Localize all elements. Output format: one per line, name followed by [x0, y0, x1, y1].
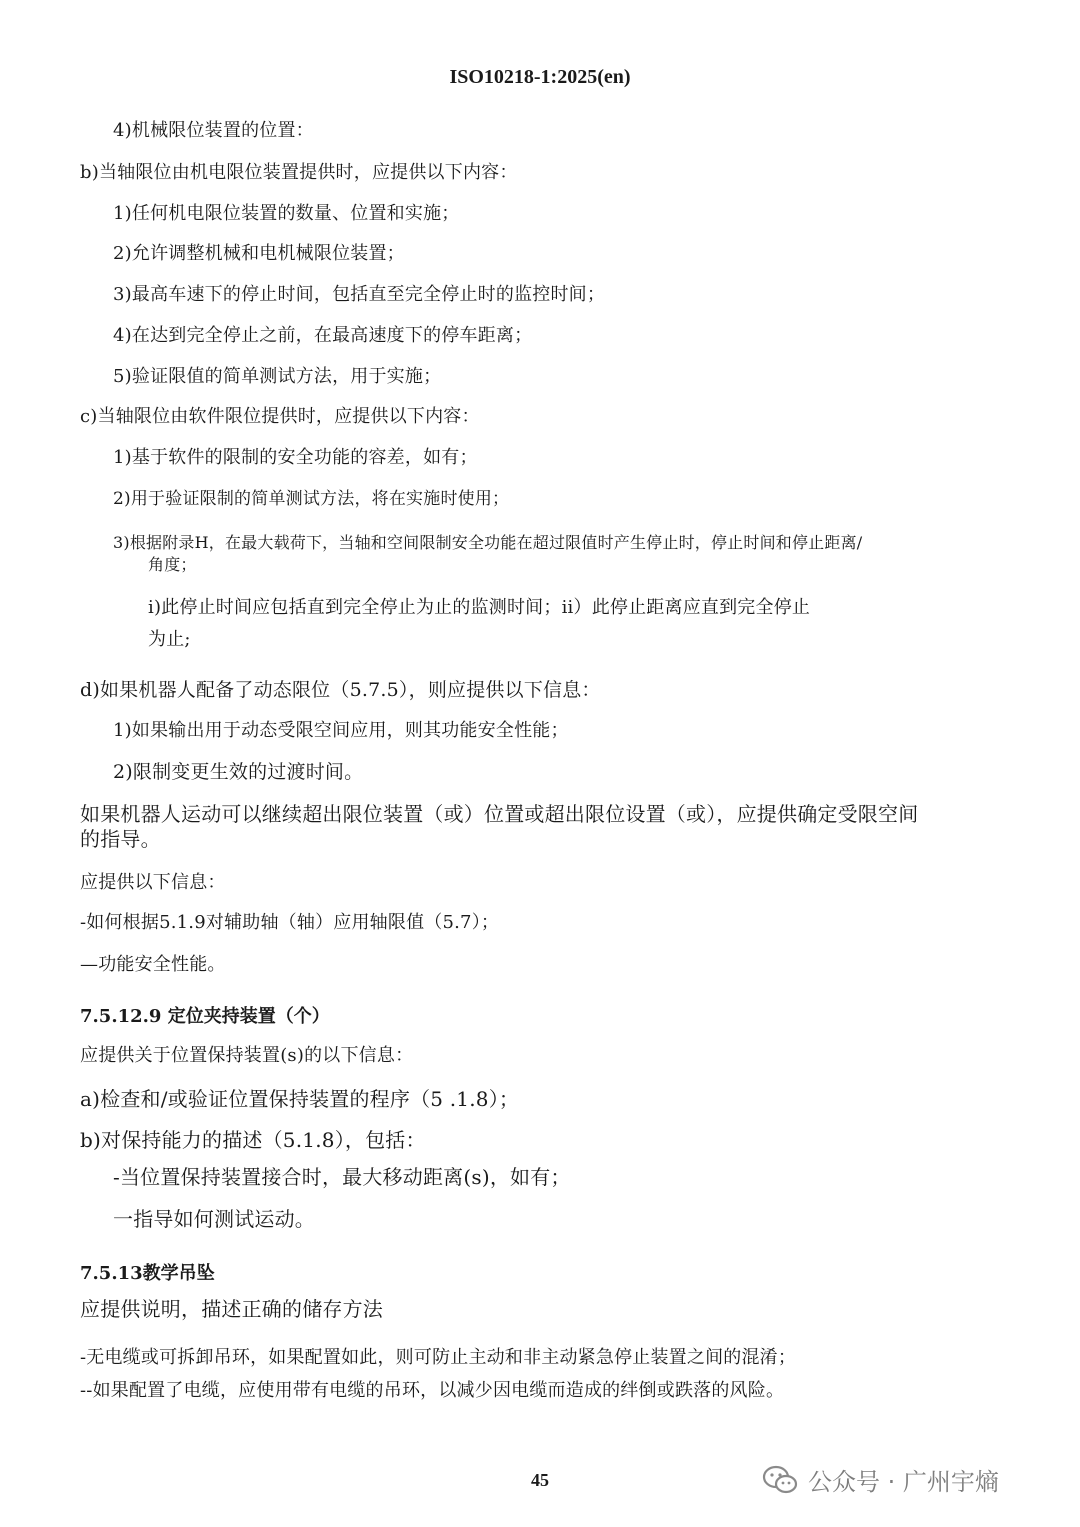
paragraph-guidance-line1: 如果机器人运动可以继续超出限位装置（或）位置或超出限位设置（或），应提供确定受限空间 [80, 802, 919, 826]
section2-item-1: -无电缆或可拆卸吊环，如果配置如此，则可防止主动和非主动紧急停止装置之间的混淆； [80, 1347, 797, 1368]
item-c3-line1: 3)根据附录H，在最大载荷下，当轴和空间限制安全功能在超过限值时产生停止时，停止时间和停止距离/ [113, 533, 863, 552]
page-number: 45 [531, 1470, 549, 1490]
list-item-aux-axis: -如何根据5.1.9对辅助轴（轴）应用轴限值（5.7）； [80, 912, 500, 933]
list-item-functional-safety: —功能安全性能。 [80, 954, 226, 975]
section1-item-b-sub1: -当位置保持装置接合时，最大移动距离(s)，如有； [113, 1165, 571, 1189]
watermark-text: 公众号 · 广州宇熵 [808, 1468, 999, 1496]
watermark [762, 1462, 999, 1497]
section1-item-a: a)检查和/或验证位置保持装置的程序（5 .1.8）； [80, 1087, 520, 1111]
item-b1: 1)任何机电限位装置的数量、位置和实施； [113, 203, 460, 224]
item-d2: 2)限制变更生效的过渡时间。 [113, 761, 364, 783]
item-d: d)如果机器人配备了动态限位（5.7.5），则应提供以下信息： [80, 679, 601, 701]
section1-item-b-sub2: 一指导如何测试运动。 [113, 1207, 315, 1231]
section2-intro: 应提供说明，描述正确的储存方法 [80, 1297, 383, 1321]
section1-intro: 应提供关于位置保持装置(s)的以下信息： [80, 1045, 414, 1066]
item-b: b)当轴限位由机电限位装置提供时，应提供以下内容： [80, 162, 518, 183]
item-b4: 4)在达到完全停止之前，在最高速度下的停车距离； [113, 325, 533, 346]
section-heading-7-5-12-9: 7.5.12.9 定位夹持装置（个） [80, 1006, 330, 1027]
document-header: ISO10218-1:2025(en) [449, 66, 631, 88]
item-b3: 3)最高车速下的停止时间，包括直至完全停止时的监控时间； [113, 284, 606, 305]
section-heading-7-5-13: 7.5.13教学吊坠 [80, 1263, 215, 1284]
item-c2: 2)用于验证限制的简单测试方法，将在实施时使用； [113, 489, 510, 509]
section1-item-b: b)对保持能力的描述（5.1.8），包括： [80, 1128, 426, 1152]
wechat-icon [762, 1465, 798, 1495]
item-c1: 1)基于软件的限制的安全功能的容差，如有； [113, 447, 478, 468]
item-c3-sub-line1: i)此停止时间应包括直到完全停止为止的监测时间；ii）此停止距离应直到完全停止 [148, 597, 811, 618]
section2-item-2: --如果配置了电缆，应使用带有电缆的吊环，以减少因电缆而造成的绊倒或跌落的风险。 [80, 1380, 785, 1401]
item-a4: 4)机械限位装置的位置： [113, 120, 314, 141]
item-b2: 2)允许调整机械和电机械限位装置； [113, 243, 405, 264]
item-b5: 5)验证限值的简单测试方法，用于实施； [113, 366, 442, 387]
item-c: c)当轴限位由软件限位提供时，应提供以下内容： [80, 406, 480, 427]
item-d1: 1)如果输出用于动态受限空间应用，则其功能安全性能； [113, 720, 569, 741]
item-c3-line2: 角度； [148, 555, 197, 574]
item-c3-sub-line2: 为止; [148, 629, 191, 650]
paragraph-guidance-line2: 的指导。 [80, 827, 161, 851]
paragraph-info-intro: 应提供以下信息： [80, 872, 226, 893]
